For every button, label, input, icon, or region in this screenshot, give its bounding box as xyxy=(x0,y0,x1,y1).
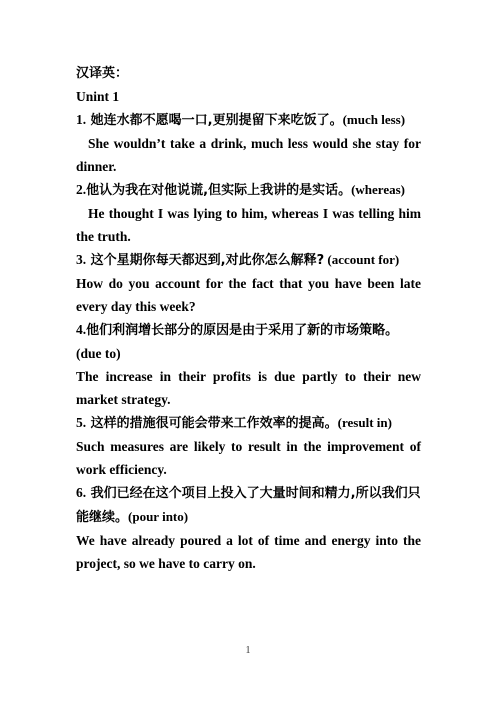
english-translation: Such measures are likely to result in the improvement of work efficiency. xyxy=(76,439,421,477)
section-heading: 汉译英： xyxy=(76,66,129,81)
exercise-item xyxy=(76,318,421,411)
chinese-prompt xyxy=(76,108,421,132)
chinese-prompt xyxy=(76,248,421,272)
unit-title: Unint 1 xyxy=(76,89,120,104)
chinese-prompt xyxy=(76,481,421,529)
chinese-sentence: 他们利润增长部分的原因是由于采用了新的市场策略。 xyxy=(86,323,399,338)
cue-phrase: (result in) xyxy=(337,415,392,430)
english-translation: We have already poured a lot of time and energy into the project, so we have to carry on. xyxy=(76,533,421,571)
english-translation: He thought I was lying to him, whereas I was telling him the truth. xyxy=(76,206,421,244)
english-translation: How do you account for the fact that you have been late every day this week? xyxy=(76,276,421,314)
chinese-sentence: 这样的措施很可能会带来工作效率的提高。 xyxy=(86,416,338,431)
chinese-prompt xyxy=(76,411,421,435)
chinese-sentence: 我们已经在这个项目上投入了大量时间和精力,所以我们只能继续。 xyxy=(76,486,421,525)
exercise-item xyxy=(76,411,421,481)
item-number: 1. xyxy=(76,112,87,127)
item-number: 3. xyxy=(76,252,87,267)
english-translation: The increase in their profits is due partly to their new market strategy. xyxy=(76,369,421,407)
exercise-item xyxy=(76,481,421,575)
cue-phrase: (whereas) xyxy=(351,182,405,197)
chinese-sentence: 这个星期你每天都迟到,对此你怎么解释? xyxy=(86,253,325,268)
document-body xyxy=(76,62,421,575)
english-translation: She wouldn’t take a drink, much less would she stay for dinner. xyxy=(76,136,421,174)
exercise-item xyxy=(76,108,421,178)
cue-phrase: (much less) xyxy=(342,112,406,127)
page-number: 1 xyxy=(245,645,251,656)
chinese-prompt xyxy=(76,178,421,202)
chinese-sentence: 她连水都不愿喝一口,更别提留下来吃饭了。 xyxy=(86,113,343,128)
item-number: 2. xyxy=(76,182,87,197)
cue-phrase: (pour into) xyxy=(128,509,189,524)
chinese-prompt xyxy=(76,318,421,342)
cue-phrase: (account for) xyxy=(324,252,400,267)
item-number: 5. xyxy=(76,415,87,430)
chinese-sentence: 他认为我在对他说谎,但实际上我讲的是实话。 xyxy=(86,183,352,198)
cue-phrase: (due to) xyxy=(76,346,121,361)
exercise-item xyxy=(76,178,421,248)
item-number: 6. xyxy=(76,485,87,500)
item-number: 4. xyxy=(76,322,87,337)
cue-line xyxy=(76,342,421,365)
exercise-item xyxy=(76,248,421,318)
